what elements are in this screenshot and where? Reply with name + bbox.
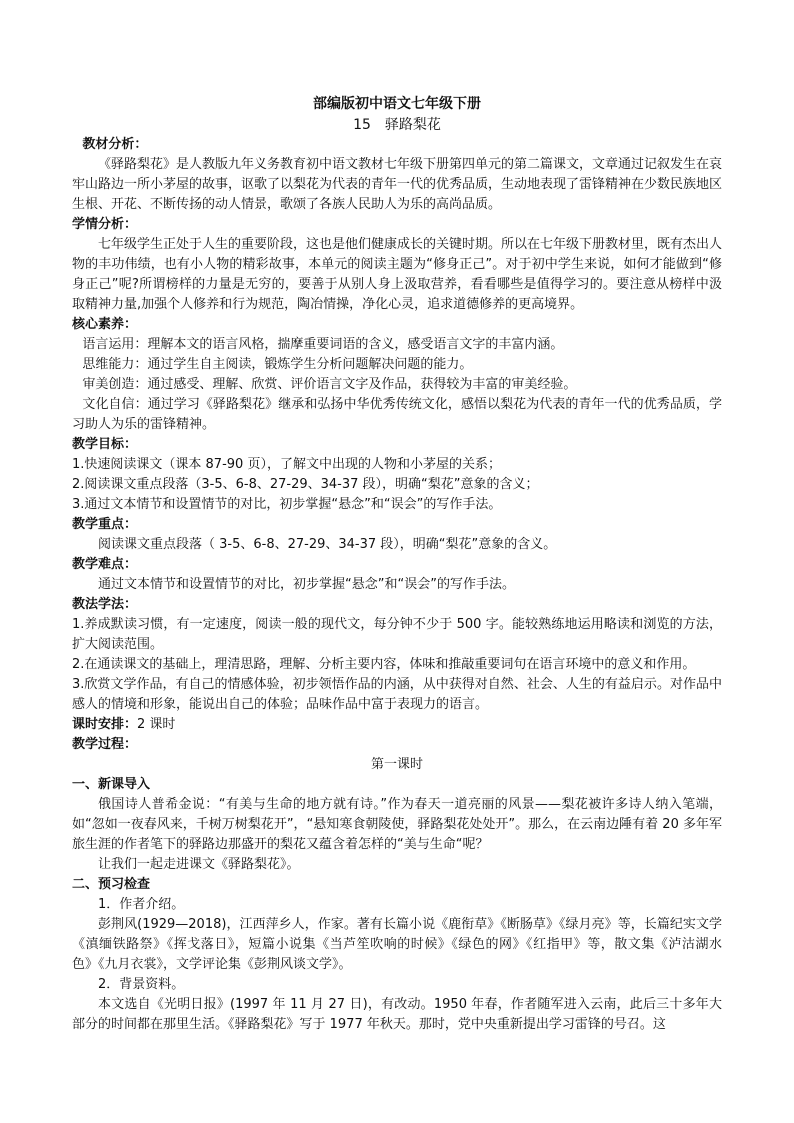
list-item: 3.通过文本情节和设置情节的对比，初步掌握“悬念”和“误会”的写作手法。 — [72, 497, 502, 512]
list-item: 通过文本情节和设置情节的对比，初步掌握“悬念”和“误会”的写作手法。 — [98, 577, 515, 592]
section-heading: 课时安排： — [72, 717, 138, 732]
subheading: 2．背景资料。 — [98, 977, 185, 992]
list-item: 文化自信：通过学习《驿路梨花》继承和弘扬中华优秀传统文化，感悟以梨花为代表的青年一代的优秀品质，学习助人为乐的雷锋精神。 — [72, 397, 722, 432]
section-heading: 教法学法： — [72, 597, 138, 612]
paragraph: 七年级学生正处于人生的重要阶段，这也是他们健康成长的关键时期。所以在七年级下册教材里，既有杰出人物的丰功伟绩，也有小人物的精彩故事，本单元的阅读主题为“修身正己”。对于初中学生来说，如何才能做到“修身正己”呢?所谓榜样的力量是无穷的，要善于从别人身上汲取营养，看看哪些是值得学习的。要注意从榜样中汲取精神力量,加强个人修养和行为规范，陶冶情操，净化心灵，追求道德修养的更高境界。 — [72, 237, 723, 312]
paragraph: 《驿路梨花》是人教版九年义务教育初中语文教材七年级下册第四单元的第二篇课文，文章通过记叙发生在哀牢山路边一所小茅屋的故事，讴歌了以梨花为代表的青年一代的优秀品质，生动地表现了雷锋精神在少数民族地区生根、开花、不断传扬的动人情景，歌颂了各族人民助人为乐的高尚品质。 — [72, 157, 723, 212]
doc-subtitle: 15 驿路梨花 — [353, 117, 441, 133]
section-heading: 学情分析： — [72, 217, 138, 232]
paragraph: 让我们一起走进课文《驿路梨花》。 — [98, 857, 300, 872]
paragraph: 彭荆风(1929—2018)，江西萍乡人，作家。著有长篇小说《鹿衔草》《断肠草》《绿月亮》等，长篇纪实文学《滇缅铁路祭》《挥戈落日》，短篇小说集《当芦笙吹响的时候》《绿色的网》《红指甲》等，散文集《泸沽湖水色》《九月衣裳》，文学评论集《彭荆风谈文学》。 — [72, 917, 722, 972]
list-item: 阅读课文重点段落（ 3-5、6-8、27-29、34-37 段），明确“梨花”意象的含义。 — [98, 537, 557, 552]
class-hours — [72, 715, 722, 735]
list-item: 1.快速阅读课文（课本 87-90 页），了解文中出现的人物和小茅屋的关系； — [72, 457, 501, 472]
section-heading: 教学过程： — [72, 737, 138, 752]
lesson-title: 第一课时 — [370, 757, 423, 772]
subheading: 1．作者介绍。 — [98, 897, 185, 912]
list-item: 思维能力：通过学生自主阅读，锻炼学生分析问题解决问题的能力。 — [82, 357, 473, 372]
part-heading: 一、新课导入 — [72, 777, 151, 792]
list-item: 2.在通读课文的基础上，理清思路，理解、分析主要内容，体味和推敲重要词句在语言环境中的意义和作用。 — [72, 657, 696, 672]
part-heading: 二、预习检查 — [72, 877, 151, 892]
list-item: 3.欣赏文学作品，有自己的情感体验，初步领悟作品的内涵，从中获得对自然、社会、人生的有益启示。对作品中感人的情境和形象，能说出自己的体验；品味作品中富于表现力的语言。 — [72, 677, 722, 712]
list-item: 审美创造：通过感受、理解、欣赏、评价语言文字及作品，获得较为丰富的审美经验。 — [82, 377, 577, 392]
paragraph: 俄国诗人普希金说：“有美与生命的地方就有诗。”作为春天一道亮丽的风景——梨花被许多诗人纳入笔端，如“忽如一夜春风来，千树万树梨花开”，“悬知寒食朝陵使，驿路梨花处处开”。那么，在云南边陲有着 20 多年军旅生涯的作者笔下的驿路边那盛开的梨花又蕴含着怎样的“美与生命“呢？ — [72, 797, 722, 852]
list-item: 1.养成默读习惯，有一定速度，阅读一般的现代文，每分钟不少于 500 字。能较熟练地运用略读和浏览的方法，扩大阅读范围。 — [72, 617, 722, 652]
paragraph: 本文选自《光明日报》(1997 年 11 月 27 日)，有改动。1950 年春，作者随军进入云南，此后三十多年大部分的时间都在那里生活。《驿路梨花》写于 1977 年秋天。那时，党中央重新提出学习雷锋的号召。这 — [72, 997, 722, 1032]
list-item: 语言运用：理解本文的语言风格，揣摩重要词语的含义，感受语言文字的丰富内涵。 — [82, 337, 564, 352]
document-page — [72, 94, 722, 1035]
class-hours-value: 2 课时 — [137, 717, 176, 732]
section-heading: 教学目标： — [72, 437, 138, 452]
section-heading: 教材分析： — [82, 137, 148, 152]
section-heading: 核心素养： — [72, 317, 138, 332]
doc-title: 部编版初中语文七年级下册 — [313, 96, 481, 112]
section-heading: 教学重点： — [72, 517, 138, 532]
list-item: 2.阅读课文重点段落（3-5、6-8、27-29、34-37 段），明确“梨花”意象的含义； — [72, 477, 539, 492]
section-heading: 教学难点： — [72, 557, 138, 572]
